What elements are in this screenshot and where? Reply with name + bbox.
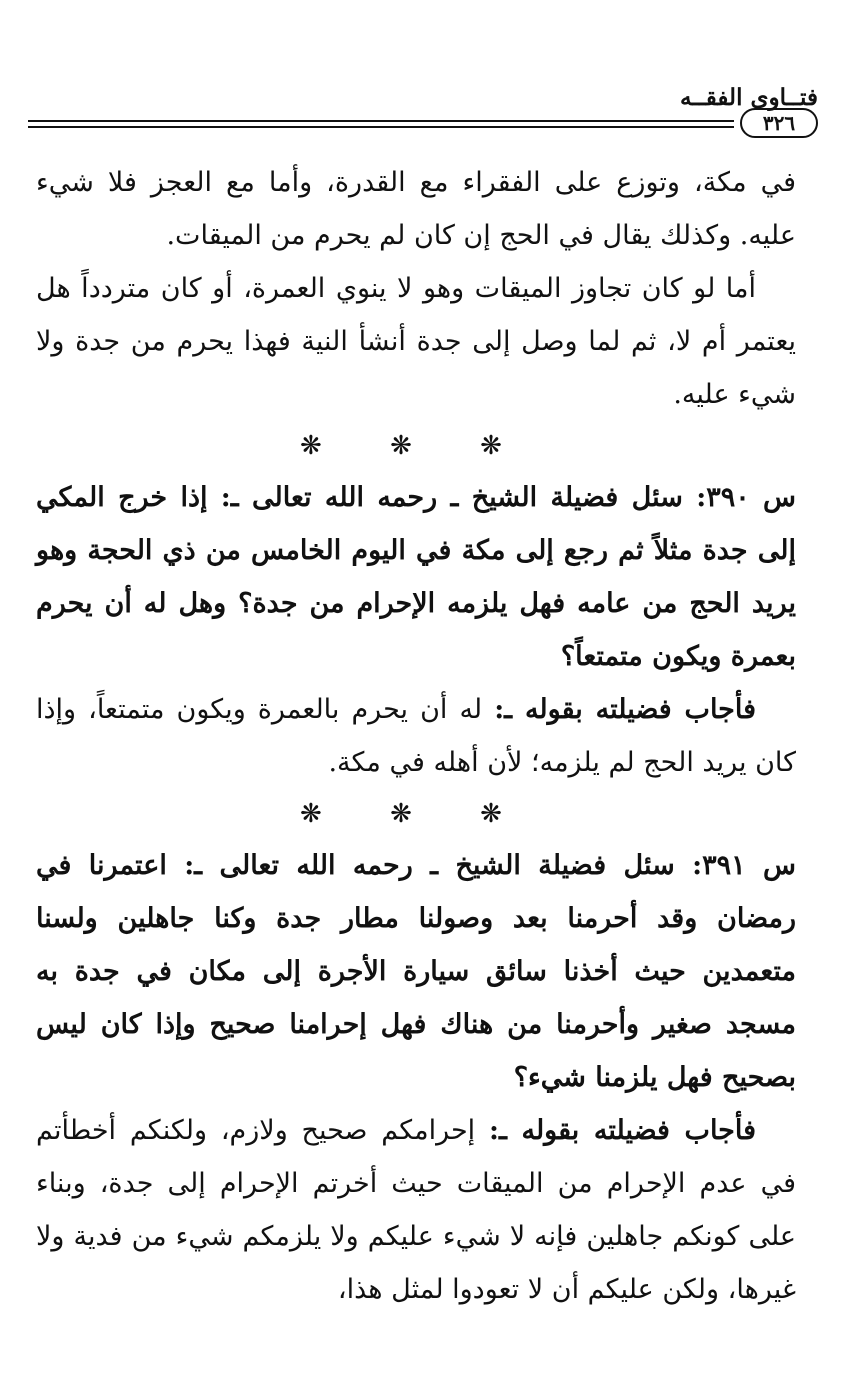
question-390: س ٣٩٠: سئل فضيلة الشيخ ـ رحمه الله تعالى ـ: إذا خرج المكي إلى جدة مثلاً ثم رجع إلى مكة في اليوم الخامس من ذي الحجة وهو يريد الحج من عامه فهل يلزمه الإحرام من جدة؟ وهل له أن يحرم بعمرة ويكون متمتعاً؟ xyxy=(36,482,796,672)
page-body xyxy=(36,156,796,1316)
header-rule-bottom xyxy=(28,126,734,128)
page-number: ٣٢٦ xyxy=(740,108,818,138)
paragraph: أما لو كان تجاوز الميقات وهو لا ينوي العمرة، أو كان متردداً هل يعتمر أم لا، ثم لما وصل إلى جدة أنشأ النية فهذا يحرم من جدة ولا شيء عليه. xyxy=(36,273,796,410)
answer-lead: فأجاب فضيلته بقوله ـ: xyxy=(494,694,756,725)
answer-text: إحرامكم صحيح ولازم، ولكنكم أخطأتم في عدم الإحرام من الميقات حيث أخرتم الإحرام إلى جدة، وبناء على كونكم جاهلين فإنه لا شيء عليكم ولا يلزمكم شيء من فدية ولا غيرها، ولكن عليكم أن لا تعودوا لمثل هذا، xyxy=(36,1115,797,1305)
answer-391 xyxy=(36,1104,796,1316)
header-rule-top xyxy=(28,120,734,122)
paragraph: في مكة، وتوزع على الفقراء مع القدرة، وأما مع العجز فلا شيء عليه. وكذلك يقال في الحج إن كان لم يحرم من الميقات. xyxy=(36,167,796,251)
question-391: س ٣٩١: سئل فضيلة الشيخ ـ رحمه الله تعالى ـ: اعتمرنا في رمضان وقد أحرمنا بعد وصولنا مطار جدة وكنا جاهلين ولسنا متعمدين حيث أخذنا سائق سيارة الأجرة إلى مكان في جدة به مسجد صغير وأحرمنا من هناك فهل إحرامنا صحيح وإذا كان ليس بصحيح فهل يلزمنا شيء؟ xyxy=(36,850,796,1093)
page-header xyxy=(28,84,818,144)
answer-text: له أن يحرم بالعمرة ويكون متمتعاً، وإذا كان يريد الحج لم يلزمه؛ لأن أهله في مكة. xyxy=(36,694,796,778)
running-title: فتــاوى الفقــه xyxy=(679,84,818,111)
answer-lead: فأجاب فضيلته بقوله ـ: xyxy=(488,1115,757,1146)
section-separator: ❋ ❋ ❋ xyxy=(300,799,532,829)
section-separator: ❋ ❋ ❋ xyxy=(300,431,532,461)
answer-390 xyxy=(36,683,796,789)
